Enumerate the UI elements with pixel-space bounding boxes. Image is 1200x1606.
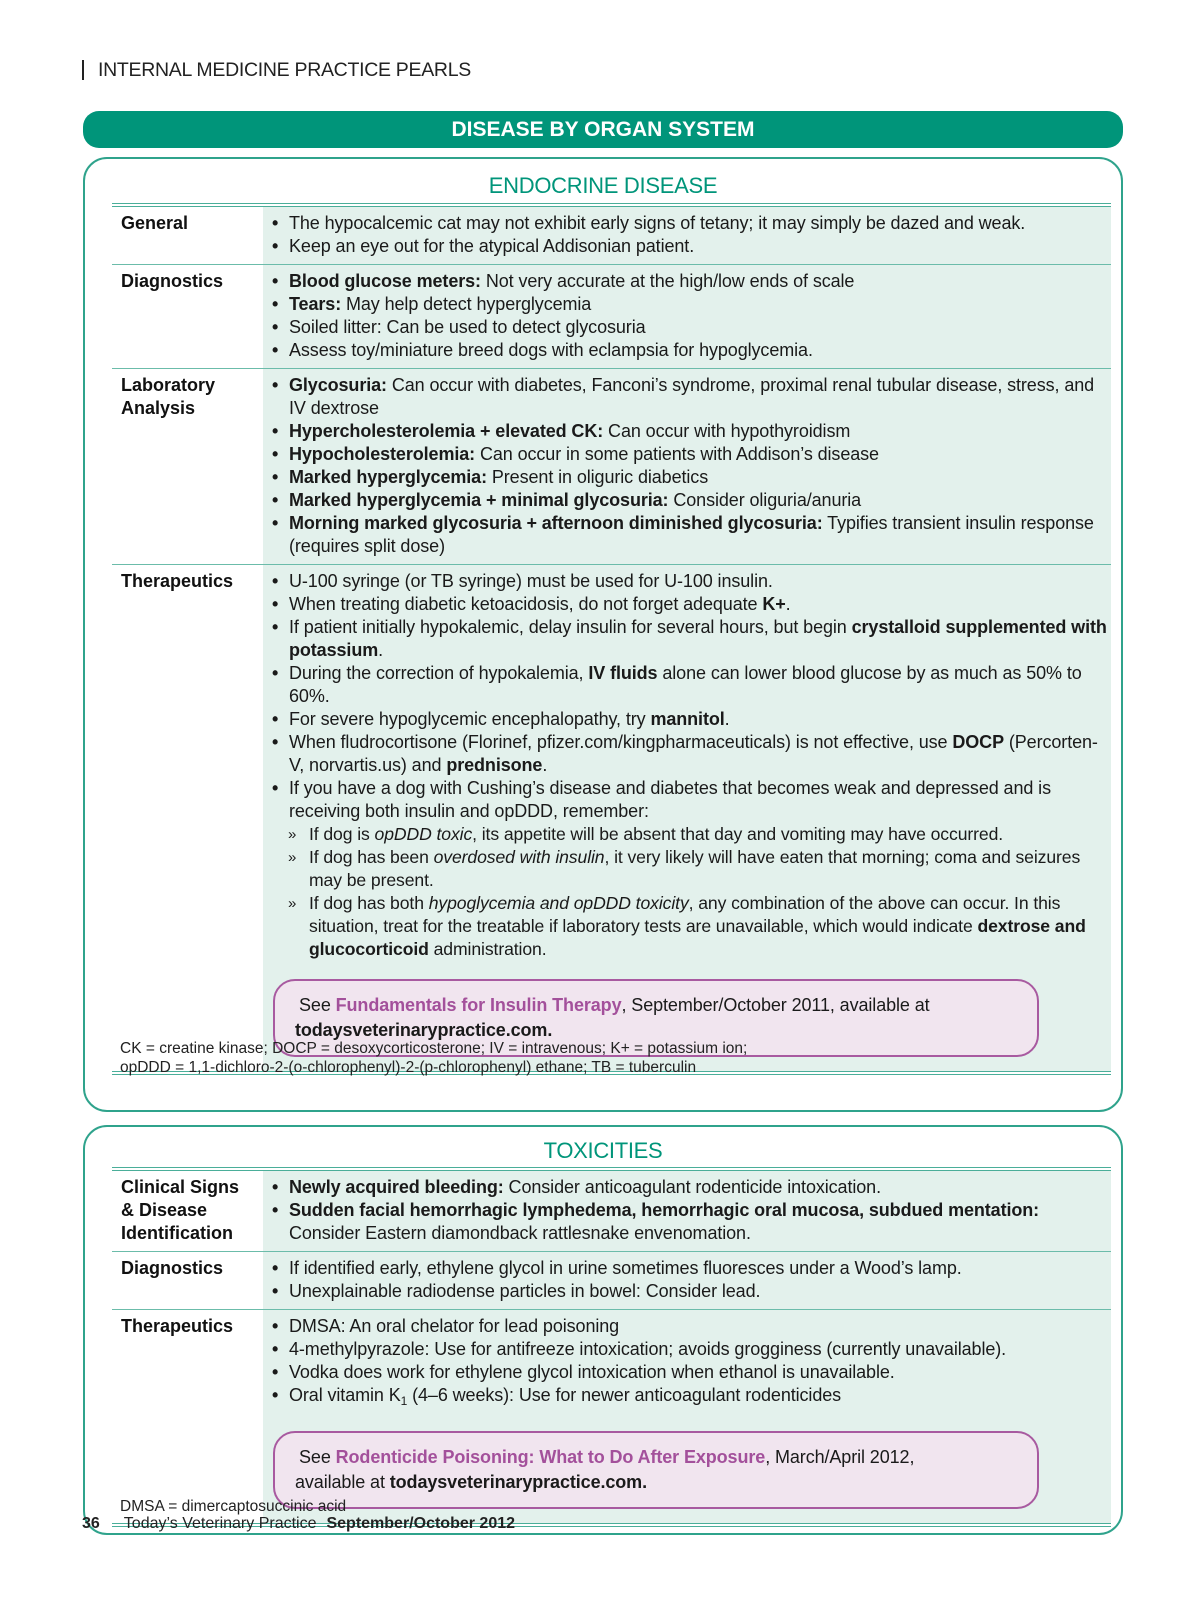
list-item: • Keep an eye out for the atypical Addisonian patient. xyxy=(269,235,1107,258)
issue-date: September/October 2012 xyxy=(326,1515,516,1532)
endocrine-row-general xyxy=(112,207,1111,265)
section-banner: DISEASE BY ORGAN SYSTEM xyxy=(83,111,1123,148)
website-link[interactable]: todaysveterinarypractice.com. xyxy=(295,1020,553,1040)
endocrine-row-lab xyxy=(112,369,1111,565)
list-item: • Soiled litter: Can be used to detect glycosuria xyxy=(269,316,1107,339)
endocrine-abbreviations: CK = creatine kinase; DOCP = desoxycorticosterone; IV = intravenous; K+ = potassium ion; opDDD = 1,1-dichloro-2-(o-chlorophenyl)-2-(p-chlorophenyl) ethane; TB = tuberculin xyxy=(120,1040,748,1076)
endocrine-table xyxy=(112,203,1111,1075)
sub-list-item: » If dog has both hypoglycemia and opDDD toxicity, any combination of the above can occur. In this situation, treat for the treatable if laboratory tests are unavailable, which would indicate dextrose and glucocorticoid administration. xyxy=(269,892,1107,961)
magazine-name: Today’s Veterinary Practice xyxy=(123,1515,317,1532)
page-footer xyxy=(82,1515,515,1533)
list-item: • If you have a dog with Cushing’s disease and diabetes that becomes weak and depressed and is receiving both insulin and opDDD, remember: xyxy=(269,777,1107,823)
list-item: • Vodka does work for ethylene glycol intoxication when ethanol is unavailable. xyxy=(269,1361,1107,1384)
list-item: • During the correction of hypokalemia, IV fluids alone can lower blood glucose by as much as 50% to 60%. xyxy=(269,662,1107,708)
rodenticide-callout: See Rodenticide Poisoning: What to Do After Exposure, March/April 2012, available at todaysveterinarypractice.com. xyxy=(273,1431,1039,1509)
row-content-therapeutics xyxy=(263,1310,1111,1523)
row-label-clinical: Clinical Signs & Disease Identification xyxy=(121,1177,240,1243)
row-content-therapeutics xyxy=(263,565,1111,1071)
row-content-clinical xyxy=(263,1171,1111,1251)
rodenticide-link[interactable]: Rodenticide Poisoning: What to Do After Exposure xyxy=(335,1447,766,1467)
endocrine-box xyxy=(83,157,1123,1112)
row-content-diagnostics xyxy=(263,1252,1111,1309)
list-item: • For severe hypoglycemic encephalopathy, try mannitol. xyxy=(269,708,1107,731)
row-label-therapeutics: Therapeutics xyxy=(121,1316,234,1336)
row-label-diagnostics: Diagnostics xyxy=(121,271,224,291)
list-item: • 4-methylpyrazole: Use for antifreeze intoxication; avoids grogginess (currently unavailable). xyxy=(269,1338,1107,1361)
endocrine-title: ENDOCRINE DISEASE xyxy=(488,173,718,198)
row-content-lab xyxy=(263,369,1111,564)
tox-row-diagnostics xyxy=(112,1252,1111,1310)
list-item: • If patient initially hypokalemic, delay insulin for several hours, but begin crystalloid supplemented with potassium. xyxy=(269,616,1107,662)
running-head: INTERNAL MEDICINE PRACTICE PEARLS xyxy=(82,60,471,80)
page-number: 36 xyxy=(82,1515,100,1532)
website-link[interactable]: todaysveterinarypractice.com. xyxy=(389,1472,647,1492)
list-item: • If identified early, ethylene glycol in urine sometimes fluoresces under a Wood’s lamp. xyxy=(269,1257,1107,1280)
endocrine-row-therapeutics xyxy=(112,565,1111,1071)
list-item: • Blood glucose meters: Not very accurate at the high/low ends of scale xyxy=(269,270,1107,293)
list-item: • U-100 syringe (or TB syringe) must be used for U-100 insulin. xyxy=(269,570,1107,593)
list-item: • Tears: May help detect hyperglycemia xyxy=(269,293,1107,316)
toxicities-table xyxy=(112,1167,1111,1527)
tox-row-clinical xyxy=(112,1171,1111,1252)
sub-list-item: » If dog is opDDD toxic, its appetite will be absent that day and vomiting may have occurred. xyxy=(269,823,1107,846)
list-item: • Marked hyperglycemia + minimal glycosuria: Consider oliguria/anuria xyxy=(269,489,1107,512)
row-label-diagnostics: Diagnostics xyxy=(121,1258,224,1278)
list-item: • DMSA: An oral chelator for lead poisoning xyxy=(269,1315,1107,1338)
list-item: • Morning marked glycosuria + afternoon diminished glycosuria: Typifies transient insulin response (requires split dose) xyxy=(269,512,1107,558)
tox-row-therapeutics xyxy=(112,1310,1111,1523)
sub-list-item: » If dog has been overdosed with insulin, it very likely will have eaten that morning; coma and seizures may be present. xyxy=(269,846,1107,892)
row-content-diagnostics xyxy=(263,265,1111,368)
row-content-general xyxy=(263,207,1111,264)
insulin-therapy-callout: See Fundamentals for Insulin Therapy, September/October 2011, available at todaysveterinarypractice.com. xyxy=(273,979,1039,1057)
row-label-general: General xyxy=(121,213,189,233)
list-item: • Assess toy/miniature breed dogs with eclampsia for hypoglycemia. xyxy=(269,339,1107,362)
list-item: • Newly acquired bleeding: Consider anticoagulant rodenticide intoxication. xyxy=(269,1176,1107,1199)
list-item: • Sudden facial hemorrhagic lymphedema, hemorrhagic oral mucosa, subdued mentation: Consider Eastern diamondback rattlesnake envenomation. xyxy=(269,1199,1107,1245)
toxicities-abbreviations: DMSA = dimercaptosuccinic acid xyxy=(120,1498,347,1515)
insulin-therapy-link[interactable]: Fundamentals for Insulin Therapy xyxy=(335,995,622,1015)
list-item: • When treating diabetic ketoacidosis, do not forget adequate K+. xyxy=(269,593,1107,616)
list-item: • Marked hyperglycemia: Present in oliguric diabetics xyxy=(269,466,1107,489)
list-item: • Oral vitamin $K_1$ (4–6 weeks): Use for newer anticoagulant rodenticides xyxy=(269,1384,1107,1413)
list-item: • Glycosuria: Can occur with diabetes, Fanconi’s syndrome, proximal renal tubular disease, stress, and IV dextrose xyxy=(269,374,1107,420)
list-item: • Unexplainable radiodense particles in bowel: Consider lead. xyxy=(269,1280,1107,1303)
list-item: • When fludrocortisone (Florinef, pfizer.com/kingpharmaceuticals) is not effective, use DOCP (Percorten-V, norvartis.us) and prednisone. xyxy=(269,731,1107,777)
toxicities-box xyxy=(83,1125,1123,1535)
list-item: • Hypercholesterolemia + elevated CK: Can occur with hypothyroidism xyxy=(269,420,1107,443)
list-item: • The hypocalcemic cat may not exhibit early signs of tetany; it may simply be dazed and weak. xyxy=(269,212,1107,235)
toxicities-title: TOXICITIES xyxy=(543,1138,663,1163)
row-label-therapeutics: Therapeutics xyxy=(121,571,234,591)
row-label-lab: Laboratory Analysis xyxy=(121,375,216,418)
list-item: • Hypocholesterolemia: Can occur in some patients with Addison’s disease xyxy=(269,443,1107,466)
endocrine-row-diagnostics xyxy=(112,265,1111,369)
